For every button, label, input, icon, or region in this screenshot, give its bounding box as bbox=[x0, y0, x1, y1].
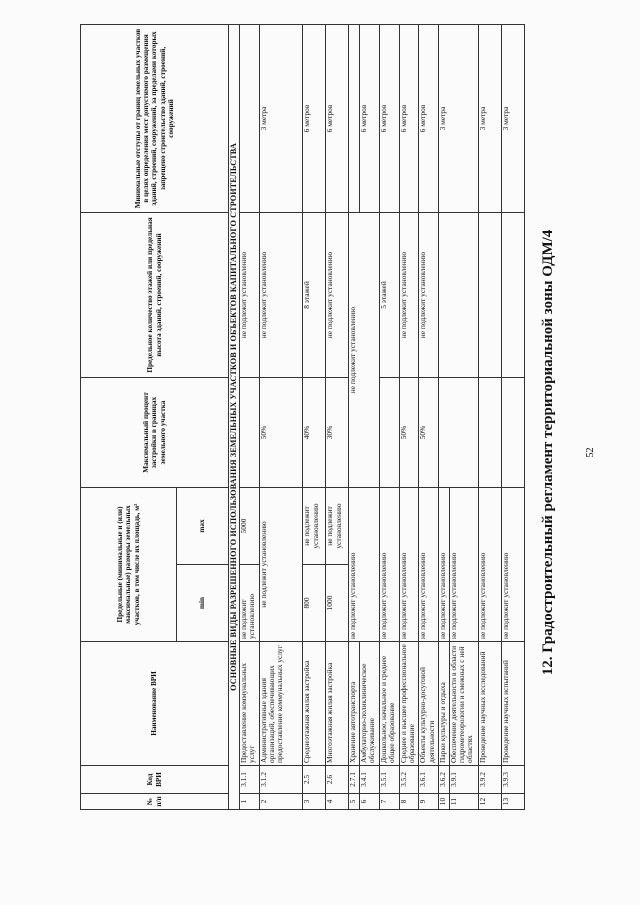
row-setback: 6 метров bbox=[359, 24, 379, 212]
row-percent bbox=[478, 377, 501, 487]
row-minmax: не подлежит установлению bbox=[399, 487, 419, 641]
row-num: 7 bbox=[379, 794, 399, 810]
row-floors: не подлежит установлению bbox=[239, 212, 259, 377]
row-name: Многоэтажная жилая застройка bbox=[326, 642, 349, 766]
row-max: не подлежит установлению bbox=[326, 487, 349, 564]
row-max: 5000 bbox=[239, 487, 259, 564]
page-number: 52 bbox=[585, 447, 596, 458]
row-setback: 6 метров bbox=[303, 24, 326, 212]
row-name: Дошкольное, начальное и среднее общее образование bbox=[379, 642, 399, 766]
row-num: 8 bbox=[399, 794, 419, 810]
table-row bbox=[478, 24, 501, 809]
row-name: Амбулаторно-поликлиническое обслуживание bbox=[359, 642, 379, 766]
row-code: 3.6.2 bbox=[439, 766, 449, 794]
row-minmax: не подлежит установлению bbox=[419, 487, 439, 641]
row-percent bbox=[239, 377, 259, 487]
row-name: Хранение автотранспорта bbox=[349, 642, 359, 766]
row-percent bbox=[439, 377, 479, 487]
row-floors: 8 этажей bbox=[303, 212, 326, 377]
row-setback: 6 метров bbox=[379, 24, 399, 212]
row-code: 3.1.1 bbox=[239, 766, 259, 794]
row-setback: 3 метра bbox=[259, 24, 303, 212]
row-name: Административные здания организаций, обеспечивающих предоставление коммунальных услуг bbox=[259, 642, 303, 766]
row-setback: 3 метра bbox=[478, 24, 501, 212]
row-floors: не подлежит установлению bbox=[259, 212, 303, 377]
row-setback: 3 метра bbox=[439, 24, 479, 212]
table-row bbox=[439, 24, 449, 809]
header-code: Код ВРИ bbox=[81, 766, 229, 794]
row-code: 3.4.1 bbox=[359, 766, 379, 794]
row-name: Объекты культурно-досуговой деятельности bbox=[419, 642, 439, 766]
row-name: Проведение научных испытаний bbox=[501, 642, 524, 766]
row-minmax: не подлежит установлению bbox=[379, 487, 399, 641]
row-minmax: не подлежит установлению bbox=[439, 487, 449, 641]
row-percent bbox=[501, 377, 524, 487]
row-setback bbox=[349, 24, 359, 212]
row-code: 3.9.3 bbox=[501, 766, 524, 794]
row-percent: 50% bbox=[259, 377, 303, 487]
row-name: Среднеэтажная жилая застройка bbox=[303, 642, 326, 766]
row-code: 2.7.1 bbox=[349, 766, 359, 794]
row-setback: 3 метра bbox=[501, 24, 524, 212]
header-floors: Предельное количество этажей или предельная высота зданий, строений, сооружений bbox=[81, 212, 229, 377]
row-percent: 50% bbox=[399, 377, 419, 487]
row-num: 13 bbox=[501, 794, 524, 810]
row-min: 800 bbox=[303, 565, 326, 642]
table-row bbox=[259, 24, 303, 809]
section-title: ОСНОВНЫЕ ВИДЫ РАЗРЕШЕННОГО ИСПОЛЬЗОВАНИЯ ЗЕМЕЛЬНЫХ УЧАСТКОВ И ОБЪЕКТОВ КАПИТАЛЬНОГО СТРОИТЕЛЬСТВА bbox=[229, 24, 240, 809]
row-code: 3.1.2 bbox=[259, 766, 303, 794]
table-row bbox=[326, 24, 349, 809]
row-min: не подлежит установлению bbox=[239, 565, 259, 642]
table-row bbox=[239, 24, 259, 809]
row-min: 1000 bbox=[326, 565, 349, 642]
row-minmax: не подлежит установлению bbox=[259, 487, 303, 641]
row-setback: 6 метров bbox=[399, 24, 419, 212]
header-min: min bbox=[177, 565, 229, 642]
row-max: не подлежит установлению bbox=[303, 487, 326, 564]
row-minmax: не подлежит установлению bbox=[349, 487, 379, 641]
row-percent bbox=[379, 377, 399, 487]
row-num: 5 bbox=[349, 794, 359, 810]
row-name: Проведение научных исследований bbox=[478, 642, 501, 766]
row-num: 3 bbox=[303, 794, 326, 810]
row-minmax: не подлежит установлению bbox=[449, 487, 478, 641]
row-code: 3.5.2 bbox=[399, 766, 419, 794]
row-code: 3.9.1 bbox=[449, 766, 478, 794]
row-floors: не подлежит установлению bbox=[326, 212, 349, 377]
table-row bbox=[303, 24, 326, 809]
row-num: 1 bbox=[239, 794, 259, 810]
row-name: Обеспечение деятельности в области гидрометеорологии и смежных с ней областях bbox=[449, 642, 478, 766]
row-code: 3.9.2 bbox=[478, 766, 501, 794]
row-num: 2 bbox=[259, 794, 303, 810]
header-name: Наименование ВРИ bbox=[81, 642, 229, 766]
document-title: 12. Градостроительный регламент территориальной зоны ОДМ/4 bbox=[540, 229, 556, 676]
row-floors: не подлежит установлению bbox=[419, 212, 439, 377]
row-name: Парки культуры и отдыха bbox=[439, 642, 449, 766]
table-row bbox=[501, 24, 524, 809]
header-percent: Максимальный процент застройки в границах земельного участка bbox=[81, 377, 229, 487]
table-row bbox=[349, 24, 359, 809]
regulation-table bbox=[80, 24, 525, 810]
row-code: 2.6 bbox=[326, 766, 349, 794]
row-floors: не подлежит установлению bbox=[399, 212, 419, 377]
row-minmax: не подлежит установлению bbox=[501, 487, 524, 641]
row-num: 12 bbox=[478, 794, 501, 810]
row-floors bbox=[439, 212, 479, 377]
header-limits: Предельные (минимальные и (или) максимальные) размеры земельных участков, в том числе их площадь, м² bbox=[81, 487, 177, 641]
row-percent: 40% bbox=[303, 377, 326, 487]
header-max: max bbox=[177, 487, 229, 564]
row-percent: 50% bbox=[419, 377, 439, 487]
row-name: Предоставление коммунальных услуг bbox=[239, 642, 259, 766]
row-setback: 6 метров bbox=[326, 24, 349, 212]
header-num: № п/п bbox=[81, 794, 229, 810]
row-setback bbox=[239, 24, 259, 212]
row-num: 11 bbox=[449, 794, 478, 810]
row-minmax: не подлежит установлению bbox=[478, 487, 501, 641]
row-num: 6 bbox=[359, 794, 379, 810]
row-floors bbox=[478, 212, 501, 377]
row-code: 2.5 bbox=[303, 766, 326, 794]
row-code: 3.6.1 bbox=[419, 766, 439, 794]
table-row bbox=[379, 24, 399, 809]
table-row bbox=[419, 24, 439, 809]
header-setback: Минимальные отступы от границ земельных участков в целях определения мест допустимого размещения зданий, строений, сооружений, за пределами которых запрещено строительство зданий, строений, сооружений bbox=[81, 24, 229, 212]
row-code: 3.5.1 bbox=[379, 766, 399, 794]
table-row bbox=[399, 24, 419, 809]
row-setback: 6 метров bbox=[419, 24, 439, 212]
row-percent: 30% bbox=[326, 377, 349, 487]
row-floors: 5 этажей bbox=[379, 212, 399, 377]
row-floors bbox=[501, 212, 524, 377]
row-percent-floors: не подлежит установлению bbox=[349, 212, 379, 487]
row-num: 10 bbox=[439, 794, 449, 810]
row-name: Среднее и высшее профессиональное образование bbox=[399, 642, 419, 766]
row-num: 9 bbox=[419, 794, 439, 810]
row-num: 4 bbox=[326, 794, 349, 810]
